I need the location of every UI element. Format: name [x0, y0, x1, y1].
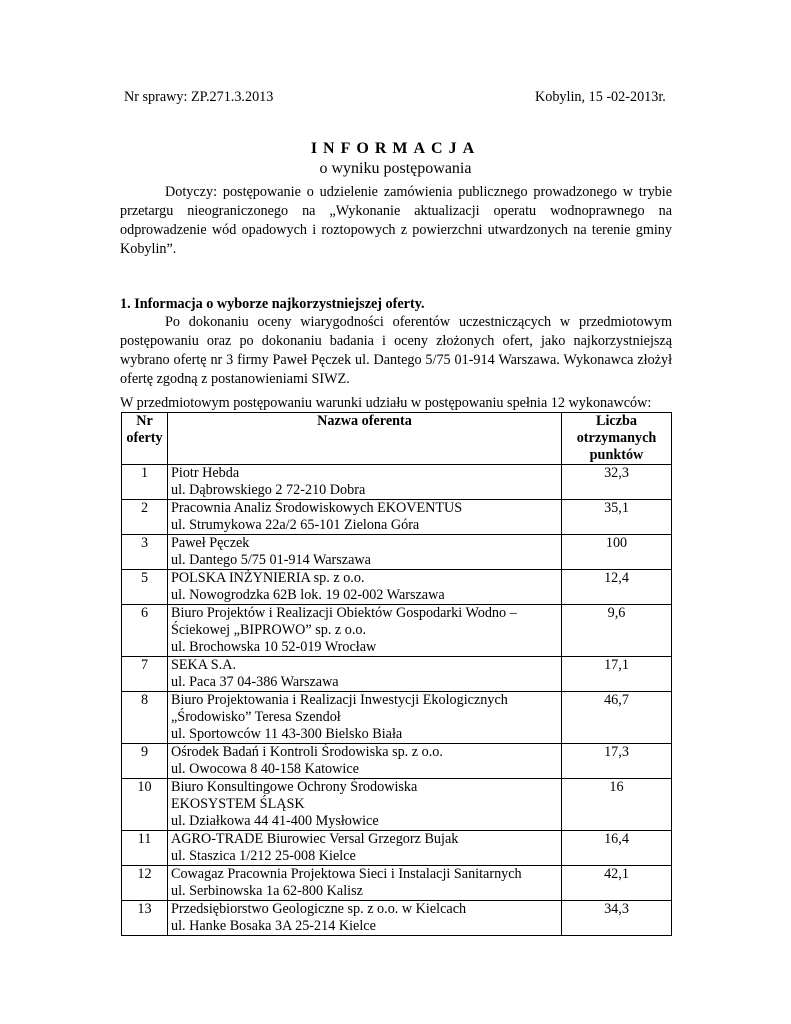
section-line: postępowaniu oraz po dokonaniu badania i oceny złożonych ofert, jako najkorzystniejszą [120, 333, 672, 349]
bidder-name-line: Biuro Konsultingowe Ochrony Środowiska [171, 779, 418, 795]
regarding-line: Dotyczy: postępowanie o udzielenie zamówienia publicznego prowadzonego w trybie [165, 184, 672, 200]
offer-number: 2 [122, 500, 168, 535]
table-row [122, 866, 672, 901]
bidder-name-line: ul. Brochowska 10 52-019 Wrocław [171, 639, 377, 655]
bidder-name-line: Przedsiębiorstwo Geologiczne sp. z o.o. w Kielcach [171, 901, 467, 917]
bidder-name-line: ul. Dantego 5/75 01-914 Warszawa [171, 552, 371, 568]
participation-statement: W przedmiotowym postępowaniu warunki udziału w postępowaniu spełnia 12 wykonawców: [120, 395, 652, 411]
offer-number: 3 [122, 535, 168, 570]
bidder-name-line: Cowagaz Pracownia Projektowa Sieci i Instalacji Sanitarnych [171, 866, 522, 882]
bidder-name [168, 901, 562, 936]
bidder-name [168, 570, 562, 605]
bidder-name-line: ul. Sportowców 11 43-300 Bielsko Biała [171, 726, 403, 742]
header-bidder-name: Nazwa oferenta [168, 413, 562, 465]
bidder-name [168, 500, 562, 535]
bidder-name [168, 535, 562, 570]
section-line: złożył ofertę zgodną z postanowieniami SIWZ. [120, 352, 673, 387]
section-heading: 1. Informacja o wyborze najkorzystniejszej oferty. [120, 296, 425, 312]
section-body-text [120, 313, 672, 389]
bidder-name-line: ul. Owocowa 8 40-158 Katowice [171, 761, 359, 777]
bidder-name-line: ul. Serbinowska 1a 62-800 Kalisz [171, 883, 363, 899]
case-number: Nr sprawy: ZP.271.3.2013 [124, 89, 274, 105]
regarding-line: przetargu nieograniczonego na „Wykonanie aktualizacji operatu wodnoprawnego [120, 203, 645, 219]
section-line: Po dokonaniu oceny wiarygodności oferentów uczestniczących w przedmiotowym [165, 314, 672, 330]
offer-number: 6 [122, 605, 168, 657]
document-title: INFORMACJA [310, 140, 481, 157]
section-line: wybrano ofertę nr 3 firmy Paweł Pęczek ul. Dantego 5/75 01-914 Warszawa. Wykonawca [120, 352, 634, 368]
regarding-line: gminy Kobylin”. [120, 222, 672, 257]
points: 12,4 [562, 570, 672, 605]
section-body [120, 313, 672, 389]
regarding-paragraph [120, 183, 672, 259]
bidder-name-line: EKOSYSTEM ŚLĄSK [171, 796, 305, 812]
bidder-name [168, 465, 562, 500]
bidder-name [168, 779, 562, 831]
bidder-name [168, 831, 562, 866]
bidder-name [168, 692, 562, 744]
table-header-row [122, 413, 672, 465]
table-row [122, 744, 672, 779]
points: 100 [562, 535, 672, 570]
bidder-name [168, 866, 562, 901]
bidder-name-line: Piotr Hebda [171, 465, 240, 481]
offer-number: 7 [122, 657, 168, 692]
bidder-name-line: ul. Hanke Bosaka 3A 25-214 Kielce [171, 918, 376, 934]
table-row [122, 465, 672, 500]
points: 16 [562, 779, 672, 831]
bidder-name [168, 605, 562, 657]
bidder-name [168, 744, 562, 779]
bidder-name-line: ul. Działkowa 44 41-400 Mysłowice [171, 813, 379, 829]
points: 35,1 [562, 500, 672, 535]
offer-number: 12 [122, 866, 168, 901]
document-subtitle: o wyniku postępowania [319, 160, 472, 177]
header-offer-number: Nr oferty [122, 413, 168, 465]
bidder-name-line: Ściekowej „BIPROWO” sp. z o.o. [171, 622, 367, 638]
table-row [122, 500, 672, 535]
table-row [122, 901, 672, 936]
table-row [122, 831, 672, 866]
header-points: Liczba otrzymanych punktów [562, 413, 672, 465]
offer-number: 13 [122, 901, 168, 936]
bidder-name-line: ul. Paca 37 04-386 Warszawa [171, 674, 339, 690]
offer-number: 11 [122, 831, 168, 866]
bidder-name-line: Pracownia Analiz Środowiskowych EKOVENTUS [171, 500, 463, 516]
bidder-name-line: AGRO-TRADE Biurowiec Versal Grzegorz Bujak [171, 831, 459, 847]
offer-number: 9 [122, 744, 168, 779]
offer-number: 5 [122, 570, 168, 605]
points: 16,4 [562, 831, 672, 866]
bidder-name-line: SEKA S.A. [171, 657, 237, 673]
offer-number: 8 [122, 692, 168, 744]
bidder-name-line: Biuro Projektów i Realizacji Obiektów Gospodarki Wodno – [171, 605, 517, 621]
points: 32,3 [562, 465, 672, 500]
offer-number: 1 [122, 465, 168, 500]
table-body [122, 465, 672, 936]
table-row [122, 535, 672, 570]
table-row [122, 657, 672, 692]
place-date: Kobylin, 15 -02-2013r. [535, 89, 666, 105]
points: 34,3 [562, 901, 672, 936]
table-row [122, 605, 672, 657]
bidder-name-line: „Środowisko” Teresa Szendoł [171, 709, 341, 725]
bidder-name [168, 657, 562, 692]
points: 9,6 [562, 605, 672, 657]
bidder-name-line: ul. Staszica 1/212 25-008 Kielce [171, 848, 356, 864]
bidder-name-line: Paweł Pęczek [171, 535, 250, 551]
bidder-name-line: ul. Dąbrowskiego 2 72-210 Dobra [171, 482, 366, 498]
bidder-name-line: Biuro Projektowania i Realizacji Inwestycji Ekologicznych [171, 692, 508, 708]
regarding-line: na odprowadzenie wód opadowych i roztopowych z powierzchni utwardzonych na terenie [120, 203, 672, 238]
bidder-name-line: POLSKA INŻYNIERIA sp. z o.o. [171, 570, 365, 586]
points: 17,1 [562, 657, 672, 692]
offer-number: 10 [122, 779, 168, 831]
points: 46,7 [562, 692, 672, 744]
bidder-name-line: ul. Nowogrodzka 62B lok. 19 02-002 Warszawa [171, 587, 445, 603]
table-row [122, 692, 672, 744]
table-row [122, 779, 672, 831]
bidder-name-line: Ośrodek Badań i Kontroli Środowiska sp. z o.o. [171, 744, 443, 760]
points: 17,3 [562, 744, 672, 779]
offers-table [121, 412, 672, 936]
regarding-text [120, 183, 672, 259]
bidder-name-line: ul. Strumykowa 22a/2 65-101 Zielona Góra [171, 517, 420, 533]
points: 42,1 [562, 866, 672, 901]
table-row [122, 570, 672, 605]
